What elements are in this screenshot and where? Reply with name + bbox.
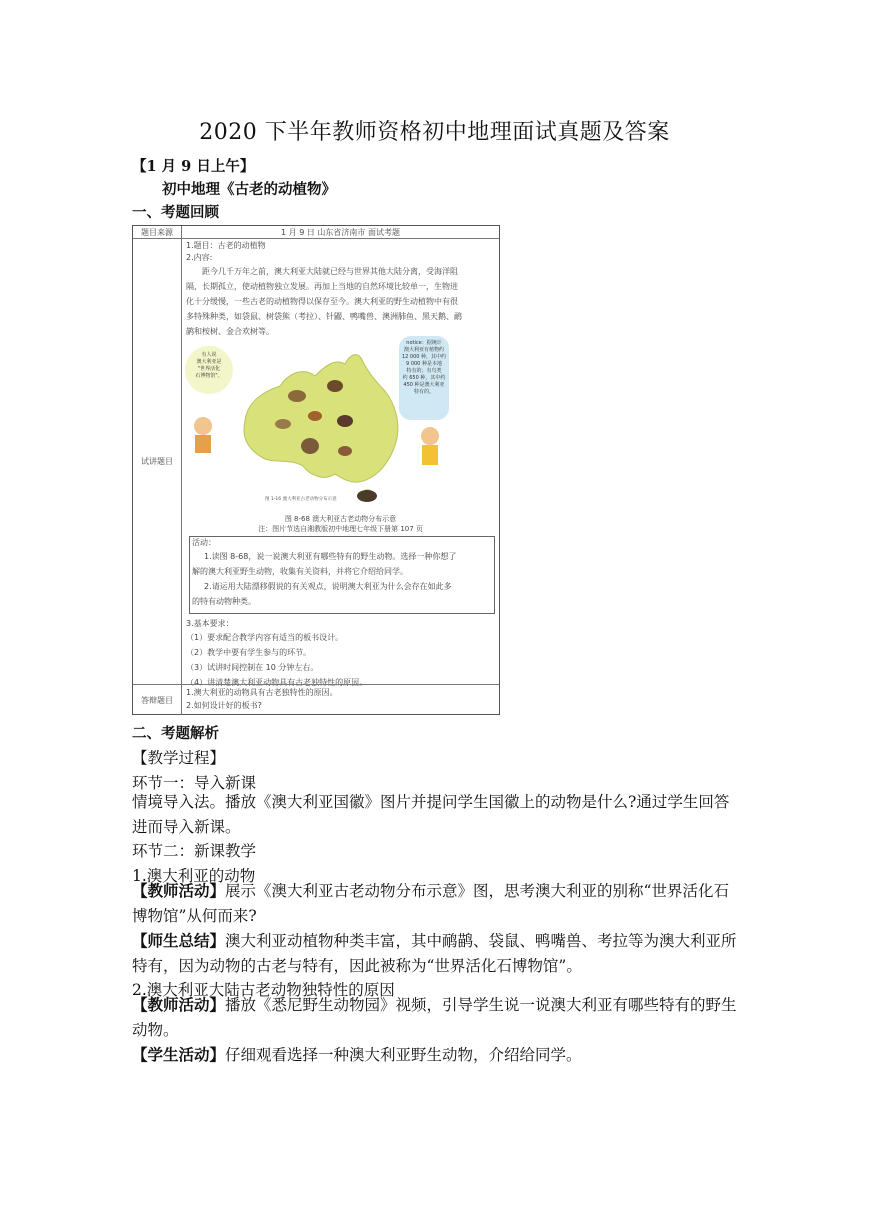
activity-line: 2.请运用大陆漂移假说的有关观点，说明澳大利亚为什么会存在如此多 [204,582,452,591]
defense-questions [182,686,499,712]
requirement-item: （1）要求配合教学内容有适当的板书设计。 [186,633,344,642]
process-header: 【教学过程】 [132,749,226,767]
section-heading-analysis: 二、考题解析 [132,725,219,742]
topic-line: 1.题目：古老的动植物 [186,241,266,250]
requirements [182,618,499,690]
step-heading: 环节二：新课教学 [132,842,257,860]
page-title: 2020 下半年教师资格初中地理面试真题及答案 [199,120,670,145]
paragraph-label: 【教师活动】 [132,881,226,900]
activity-label: 活动： [192,538,216,547]
paragraph-teacher-activity: 【教师活动】展示《澳大利亚古老动物分布示意》图，思考澳大利亚的别称“世界活化石博物馆”从何而来? [132,881,729,925]
lecture-content [182,240,486,339]
row-value-source: 1 月 9 日 山东省济南市 面试考题 [281,228,400,237]
figure-caption: 图 8-68 澳大利亚古老动物分布示意 [284,515,397,523]
activity-line: 的特有动物种类。 [192,597,256,606]
paragraph-intro: 情境导入法。播放《澳大利亚国徽》图片并提问学生国徽上的动物是什么?通过学生回答进而导入新课。 [132,793,730,836]
step-heading: 环节一：导入新课 [132,774,257,792]
point-heading: 1.澳大利亚的动物 [132,867,256,885]
paragraph-teacher-activity: 【教师活动】播放《悉尼野生动物园》视频，引导学生说一说澳大利亚有哪些特有的野生动物。 [132,995,737,1039]
paragraph-label: 【学生活动】 [132,1045,226,1064]
paragraph-label: 【教师活动】 [132,995,226,1014]
subject-title: 初中地理《古老的动植物》 [162,181,336,198]
map-legend: 图 1-16 澳大利亚古老动物分布示意 [265,497,337,502]
date-header: 【1 月 9 日上午】 [132,158,255,175]
paragraph-summary: 【师生总结】澳大利亚动植物种类丰富，其中鸸鹋、袋鼠、鸭嘴兽、考拉等为澳大利亚所特有，因为动物的古老与特有，因此被称为“世界活化石博物馆”。 [132,931,737,975]
row-label-lecture: 试讲题目 [133,239,182,684]
row-label-defense: 答辩题目 [133,685,182,715]
passage-line: 隔，长期孤立，使动植物独立发展。再加上当地的自然环境比较单一，生物进 [186,282,458,291]
passage-line: 距今几千万年之前，澳大利亚大陆就已经与世界其他大陆分离，受海洋阻 [202,267,458,276]
activity-box [189,536,495,614]
passage-line: 多特殊种类，如袋鼠、树袋熊（考拉）、针鼹、鸭嘴兽、澳洲肺鱼、黑天鹅、鸸 [186,312,462,321]
activity-line: 1.读图 8-68，说一说澳大利亚有哪些特有的野生动物。选择一种你想了 [204,552,457,561]
australia-animal-map [185,340,447,511]
exam-table [132,225,500,715]
content-label: 2.内容: [186,253,213,262]
defense-question: 1.澳大利亚的动物具有古老独特性的原因。 [186,688,338,697]
requirement-item: （2）教学中要有学生参与的环节。 [186,648,312,657]
paragraph-label: 【师生总结】 [132,931,226,950]
speech-bubble-right: notice：据统计 澳大利亚有植物约 12 000 种，其中约 9 000 种是本地 特有的；有鸟类 约 650 种，其中约 450 种是澳大利亚 特有的。 [399,336,449,420]
paragraph-student-activity: 【学生活动】仔细观看选择一种澳大利亚野生动物，介绍给同学。 [132,1045,582,1064]
requirement-item: （3）试讲时间控制在 10 分钟左右。 [186,663,319,672]
speech-bubble-left: 有人说 澳大利亚是 "世界活化 石博物馆"。 [185,346,233,394]
section-heading-review: 一、考题回顾 [132,204,219,221]
figure-note: 注：图片节选自湘教版初中地理七年级下册第 107 页 [258,525,423,533]
requirements-label: 3.基本要求： [186,619,234,628]
passage-line: 化十分缓慢，一些古老的动植物得以保存至今。澳大利亚的野生动植物中有很 [186,297,458,306]
requirement-item: （4）讲清楚澳大利亚动物具有古老独特性的原因。 [186,678,368,687]
point-heading: 2.澳大利亚大陆古老动物独特性的原因 [132,981,395,999]
row-label-source: 题目来源 [133,226,182,239]
passage-line: 鹋和桉树、金合欢树等。 [186,327,274,336]
defense-question: 2.如何设计好的板书? [186,701,262,710]
activity-line: 解的澳大利亚野生动物，收集有关资料，并将它介绍给同学。 [192,567,408,576]
